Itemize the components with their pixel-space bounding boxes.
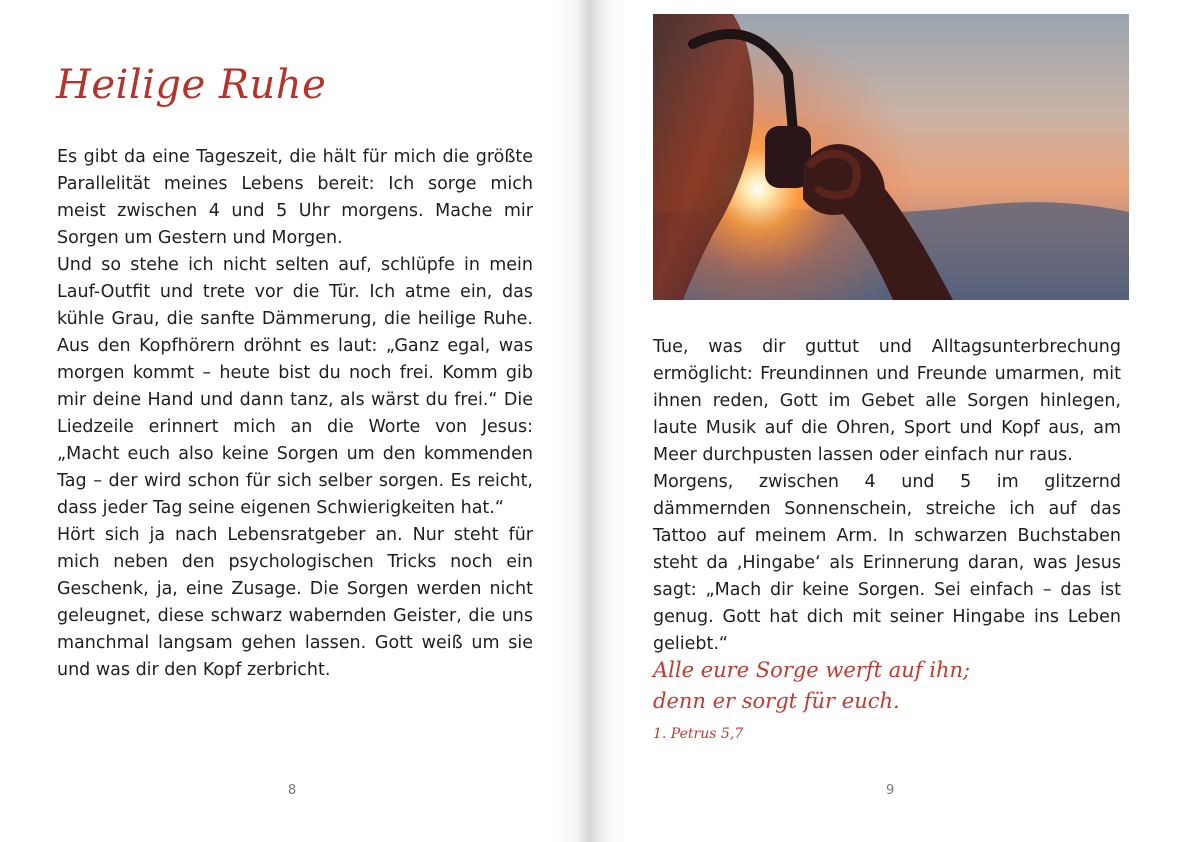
page-title: Heilige Ruhe [56, 62, 327, 108]
right-page-number: 9 [886, 783, 895, 798]
left-paragraph-2: Und so stehe ich nicht selten auf, schlüpfe in mein Lauf-Outfit und trete vor die Tür. Ich atme ein, das kühle Grau, die sanfte Dämmerung, die heilige Ruhe. Aus den Kopfhörern dröhnt es laut: „Ganz egal, was morgen kommt – heute bist du noch frei. Komm gib mir deine Hand und dann tanz, als wärst du frei.“ Die Liedzeile erinnert mich an die Worte von Jesus: „Macht euch also keine Sorgen um den kommenden Tag – der wird schon für sich selber sorgen. Es reicht, dass jeder Tag seine eigenen Schwierigkeiten hat.“ [57, 255, 533, 518]
left-page [0, 0, 591, 842]
left-page-number: 8 [288, 783, 297, 798]
right-paragraph-1: Tue, was dir guttut und Alltagsunterbrechung ermöglicht: Freundinnen und Freunde umarmen, mit ihnen reden, Gott im Gebet alle Sorgen hinlegen, laute Musik auf die Ohren, Sport und Kopf aus, am Meer durchpusten lassen oder einfach nur raus. [653, 337, 1121, 465]
bible-quote [653, 655, 1123, 717]
person-with-headphones-sunset-photo [653, 14, 1129, 300]
right-paragraph-2: Morgens, zwischen 4 und 5 im glitzernd dämmernden Sonnenschein, streiche ich auf das Tattoo auf meinem Arm. In schwarzen Buchstaben steht da ‚Hingabe‘ als Erinnerung daran, was Jesus sagt: „Mach dir keine Sorgen. Sei einfach – das ist genug. Gott hat dich mit seiner Hingabe ins Leben geliebt.“ [653, 472, 1121, 654]
left-body-text [57, 144, 533, 684]
left-paragraph-1: Es gibt da eine Tageszeit, die hält für mich die größte Parallelität meines Lebens bereit: Ich sorge mich meist zwischen 4 und 5 Uhr morgens. Mache mir Sorgen um Gestern und Morgen. [57, 147, 533, 248]
left-paragraph-3: Hört sich ja nach Lebensratgeber an. Nur steht für mich neben den psychologischen Tricks noch ein Geschenk, ja, eine Zusage. Die Sorgen werden nicht geleugnet, diese schwarz wabernden Geister, die uns manchmal langsam gehen lassen. Gott weiß um sie und was dir den Kopf zerbricht. [57, 525, 533, 680]
right-page [591, 0, 1187, 842]
quote-line-2: denn er sorgt für euch. [653, 689, 900, 713]
quote-line-1: Alle eure Sorge werft auf ihn; [653, 658, 971, 682]
quote-citation: 1. Petrus 5,7 [653, 726, 744, 742]
right-body-text [653, 334, 1121, 658]
